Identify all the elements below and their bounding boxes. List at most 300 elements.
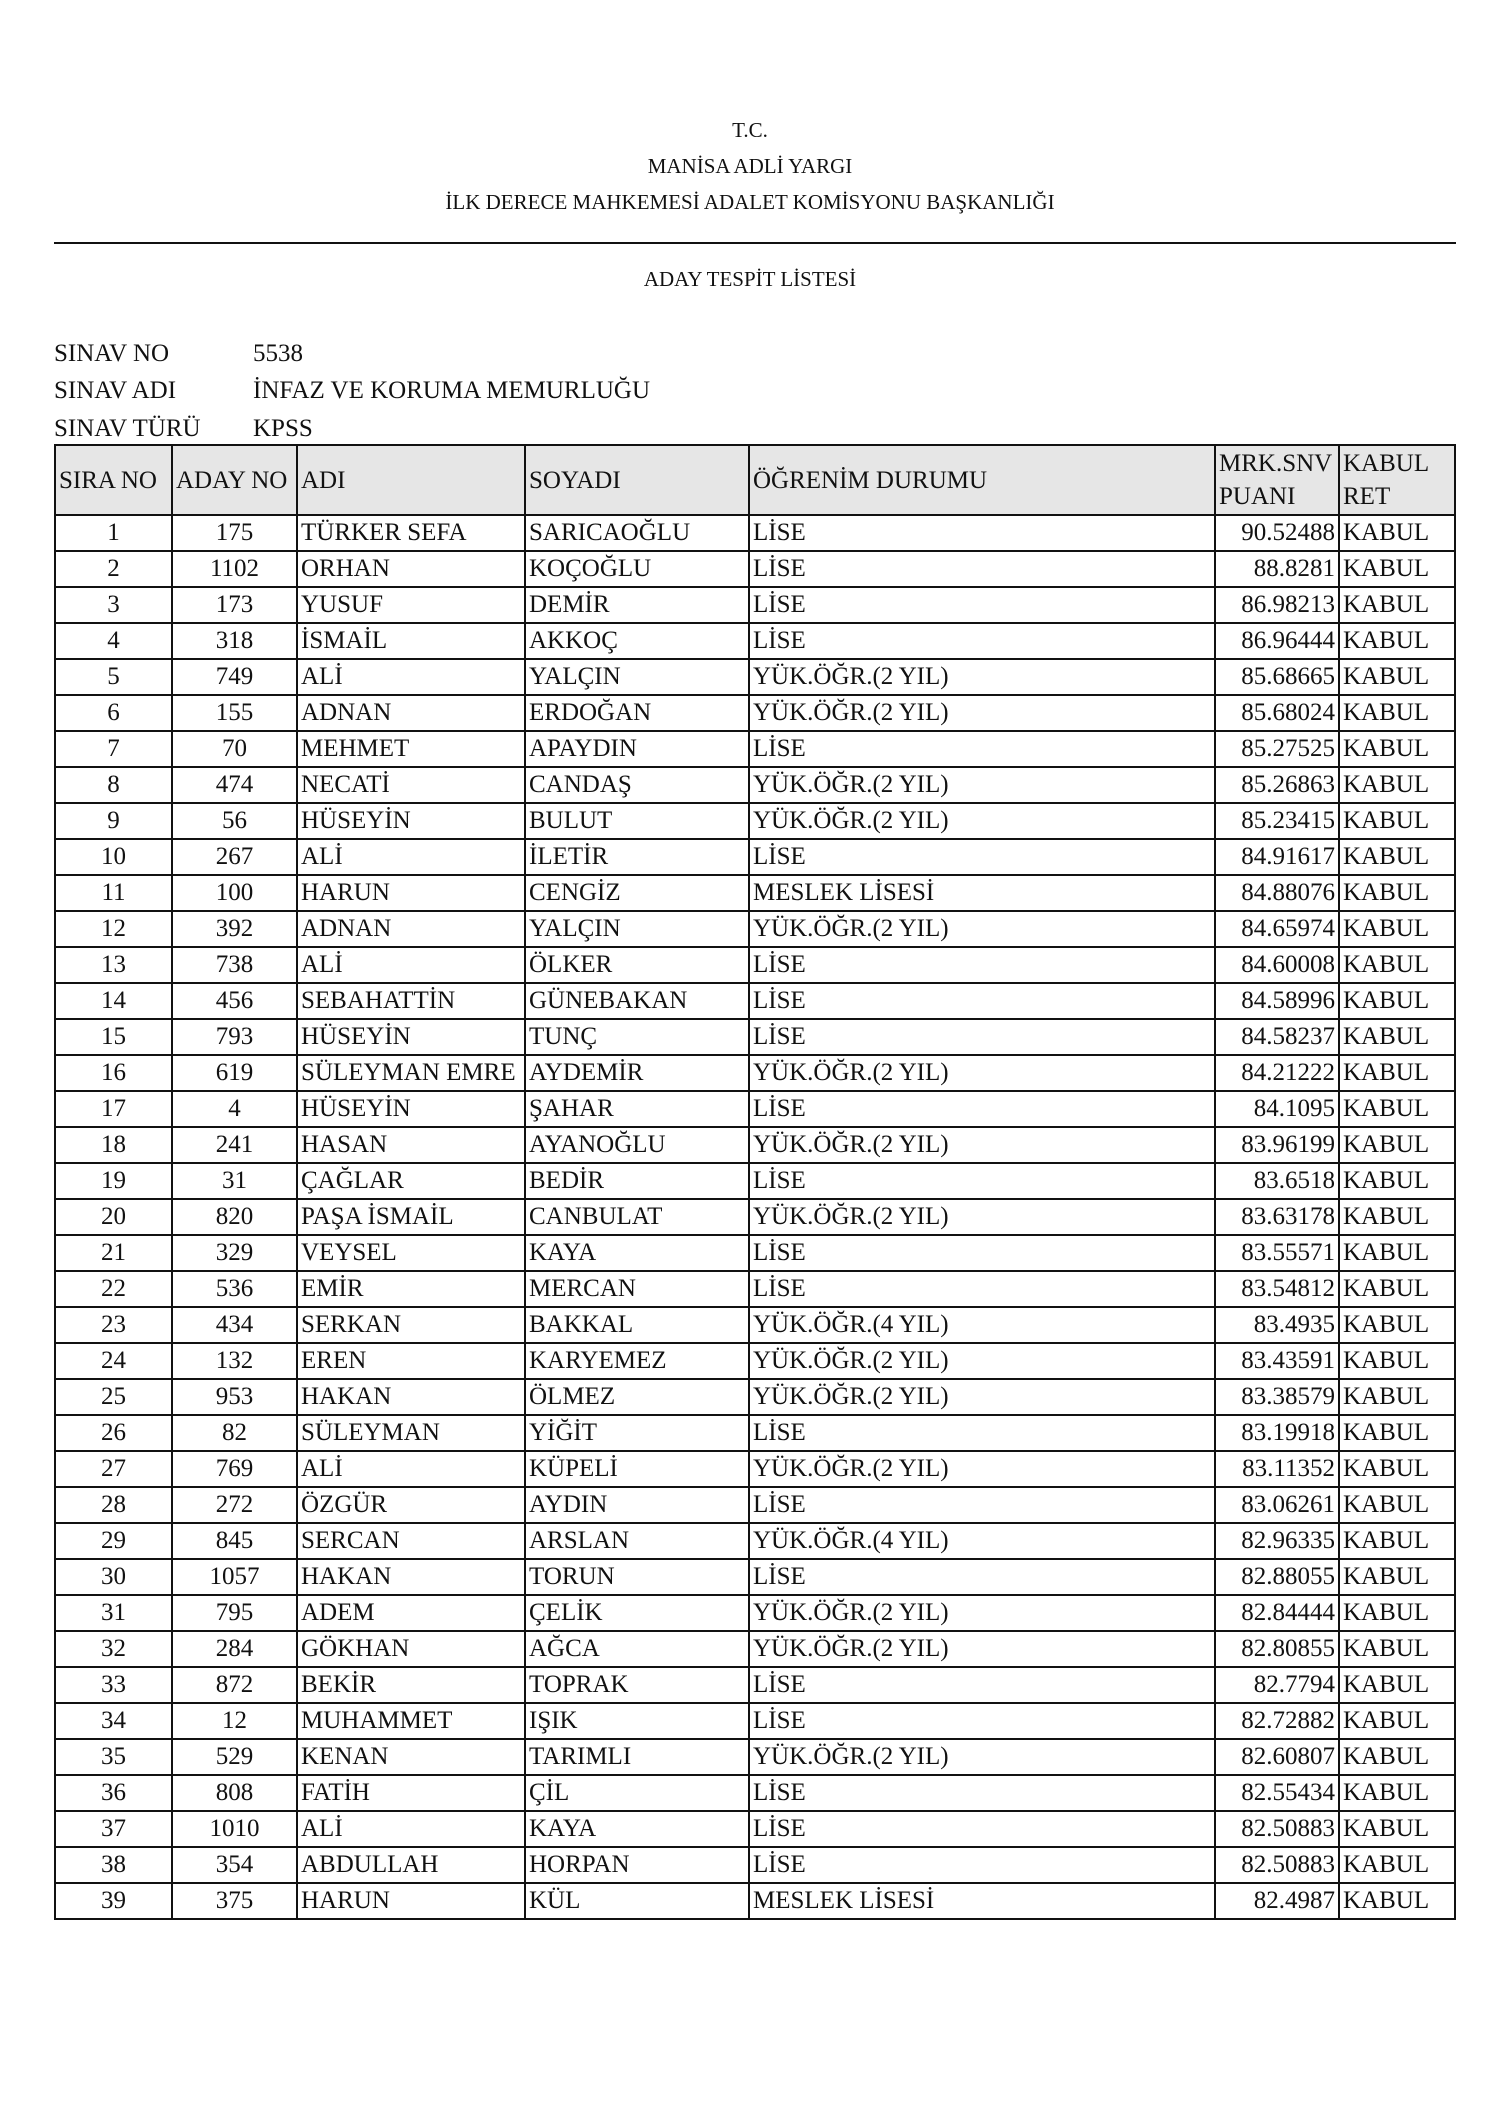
cell-kabul-ret: KABUL xyxy=(1339,1811,1455,1847)
cell-sira-no: 31 xyxy=(55,1595,172,1631)
cell-puan: 85.27525 xyxy=(1215,731,1339,767)
cell-ogrenim-durumu: LİSE xyxy=(749,1487,1215,1523)
cell-ogrenim-durumu: LİSE xyxy=(749,1775,1215,1811)
cell-ogrenim-durumu: YÜK.ÖĞR.(2 YIL) xyxy=(749,1631,1215,1667)
cell-puan: 82.60807 xyxy=(1215,1739,1339,1775)
cell-sira-no: 22 xyxy=(55,1271,172,1307)
exam-type-label: SINAV TÜRÜ xyxy=(54,415,201,442)
cell-ogrenim-durumu: LİSE xyxy=(749,839,1215,875)
cell-puan: 85.68665 xyxy=(1215,659,1339,695)
table-row xyxy=(55,1631,1455,1667)
cell-puan: 83.6518 xyxy=(1215,1163,1339,1199)
cell-aday-no: 1010 xyxy=(172,1811,297,1847)
cell-kabul-ret: KABUL xyxy=(1339,1235,1455,1271)
cell-puan: 83.19918 xyxy=(1215,1415,1339,1451)
cell-adi: ALİ xyxy=(297,659,525,695)
cell-aday-no: 155 xyxy=(172,695,297,731)
col-kabul-ret xyxy=(1339,445,1455,515)
cell-ogrenim-durumu: MESLEK LİSESİ xyxy=(749,1883,1215,1919)
cell-adi: FATİH xyxy=(297,1775,525,1811)
cell-ogrenim-durumu: LİSE xyxy=(749,1271,1215,1307)
cell-soyadi: DEMİR xyxy=(525,587,749,623)
cell-ogrenim-durumu: YÜK.ÖĞR.(2 YIL) xyxy=(749,1343,1215,1379)
cell-kabul-ret: KABUL xyxy=(1339,1487,1455,1523)
cell-aday-no: 241 xyxy=(172,1127,297,1163)
cell-aday-no: 872 xyxy=(172,1667,297,1703)
cell-kabul-ret: KABUL xyxy=(1339,1163,1455,1199)
cell-kabul-ret: KABUL xyxy=(1339,983,1455,1019)
table-row xyxy=(55,1163,1455,1199)
cell-adi: HAKAN xyxy=(297,1559,525,1595)
col-soyadi: SOYADI xyxy=(525,445,749,515)
cell-puan: 85.23415 xyxy=(1215,803,1339,839)
cell-ogrenim-durumu: LİSE xyxy=(749,1811,1215,1847)
exam-name-label: SINAV ADI xyxy=(54,377,177,404)
col-sira-no: SIRA NO xyxy=(55,445,172,515)
cell-sira-no: 32 xyxy=(55,1631,172,1667)
cell-ogrenim-durumu: LİSE xyxy=(749,587,1215,623)
cell-soyadi: IŞIK xyxy=(525,1703,749,1739)
cell-soyadi: TARIMLI xyxy=(525,1739,749,1775)
cell-aday-no: 100 xyxy=(172,875,297,911)
cell-ogrenim-durumu: YÜK.ÖĞR.(2 YIL) xyxy=(749,1379,1215,1415)
cell-soyadi: ÇELİK xyxy=(525,1595,749,1631)
cell-sira-no: 3 xyxy=(55,587,172,623)
table-row xyxy=(55,1811,1455,1847)
cell-adi: ALİ xyxy=(297,839,525,875)
cell-aday-no: 619 xyxy=(172,1055,297,1091)
cell-sira-no: 16 xyxy=(55,1055,172,1091)
cell-soyadi: YİĞİT xyxy=(525,1415,749,1451)
cell-aday-no: 793 xyxy=(172,1019,297,1055)
cell-kabul-ret: KABUL xyxy=(1339,515,1455,551)
col-ogrenim-durumu: ÖĞRENİM DURUMU xyxy=(749,445,1215,515)
cell-ogrenim-durumu: MESLEK LİSESİ xyxy=(749,875,1215,911)
cell-aday-no: 1102 xyxy=(172,551,297,587)
cell-aday-no: 795 xyxy=(172,1595,297,1631)
cell-puan: 84.65974 xyxy=(1215,911,1339,947)
cell-soyadi: TUNÇ xyxy=(525,1019,749,1055)
cell-ogrenim-durumu: LİSE xyxy=(749,515,1215,551)
cell-aday-no: 318 xyxy=(172,623,297,659)
cell-aday-no: 529 xyxy=(172,1739,297,1775)
cell-adi: HÜSEYİN xyxy=(297,1091,525,1127)
cell-kabul-ret: KABUL xyxy=(1339,947,1455,983)
table-row xyxy=(55,1451,1455,1487)
cell-soyadi: TOPRAK xyxy=(525,1667,749,1703)
table-row xyxy=(55,1271,1455,1307)
cell-puan: 82.7794 xyxy=(1215,1667,1339,1703)
cell-aday-no: 12 xyxy=(172,1703,297,1739)
cell-kabul-ret: KABUL xyxy=(1339,1523,1455,1559)
table-row xyxy=(55,623,1455,659)
cell-puan: 82.55434 xyxy=(1215,1775,1339,1811)
cell-adi: YUSUF xyxy=(297,587,525,623)
cell-sira-no: 14 xyxy=(55,983,172,1019)
cell-soyadi: SARICAOĞLU xyxy=(525,515,749,551)
table-row xyxy=(55,695,1455,731)
cell-sira-no: 35 xyxy=(55,1739,172,1775)
cell-soyadi: MERCAN xyxy=(525,1271,749,1307)
cell-kabul-ret: KABUL xyxy=(1339,767,1455,803)
exam-type-value: KPSS xyxy=(253,415,313,442)
cell-puan: 84.58996 xyxy=(1215,983,1339,1019)
col-puan-line2: PUANI xyxy=(1219,483,1296,510)
cell-sira-no: 27 xyxy=(55,1451,172,1487)
cell-puan: 83.54812 xyxy=(1215,1271,1339,1307)
cell-ogrenim-durumu: YÜK.ÖĞR.(2 YIL) xyxy=(749,767,1215,803)
cell-ogrenim-durumu: YÜK.ÖĞR.(2 YIL) xyxy=(749,1451,1215,1487)
cell-kabul-ret: KABUL xyxy=(1339,1631,1455,1667)
table-row xyxy=(55,1667,1455,1703)
cell-puan: 82.4987 xyxy=(1215,1883,1339,1919)
cell-adi: HÜSEYİN xyxy=(297,1019,525,1055)
cell-soyadi: KAYA xyxy=(525,1235,749,1271)
table-row xyxy=(55,1775,1455,1811)
cell-aday-no: 769 xyxy=(172,1451,297,1487)
cell-aday-no: 132 xyxy=(172,1343,297,1379)
cell-adi: İSMAİL xyxy=(297,623,525,659)
cell-sira-no: 8 xyxy=(55,767,172,803)
cell-puan: 82.50883 xyxy=(1215,1847,1339,1883)
cell-sira-no: 23 xyxy=(55,1307,172,1343)
cell-kabul-ret: KABUL xyxy=(1339,1595,1455,1631)
cell-soyadi: AYANOĞLU xyxy=(525,1127,749,1163)
cell-soyadi: KÜL xyxy=(525,1883,749,1919)
cell-soyadi: KARYEMEZ xyxy=(525,1343,749,1379)
cell-ogrenim-durumu: LİSE xyxy=(749,1163,1215,1199)
cell-ogrenim-durumu: LİSE xyxy=(749,1559,1215,1595)
table-row xyxy=(55,767,1455,803)
cell-kabul-ret: KABUL xyxy=(1339,1055,1455,1091)
cell-adi: GÖKHAN xyxy=(297,1631,525,1667)
cell-aday-no: 536 xyxy=(172,1271,297,1307)
header-commission: İLK DERECE MAHKEMESİ ADALET KOMİSYONU BAŞKANLIĞI xyxy=(445,190,1055,214)
cell-ogrenim-durumu: LİSE xyxy=(749,551,1215,587)
cell-aday-no: 173 xyxy=(172,587,297,623)
cell-adi: ADNAN xyxy=(297,695,525,731)
cell-soyadi: ÖLKER xyxy=(525,947,749,983)
cell-sira-no: 17 xyxy=(55,1091,172,1127)
table-row xyxy=(55,803,1455,839)
table-row xyxy=(55,551,1455,587)
cell-kabul-ret: KABUL xyxy=(1339,587,1455,623)
cell-ogrenim-durumu: LİSE xyxy=(749,983,1215,1019)
cell-puan: 83.38579 xyxy=(1215,1379,1339,1415)
cell-puan: 85.26863 xyxy=(1215,767,1339,803)
cell-sira-no: 33 xyxy=(55,1667,172,1703)
cell-sira-no: 20 xyxy=(55,1199,172,1235)
cell-soyadi: APAYDIN xyxy=(525,731,749,767)
cell-soyadi: ŞAHAR xyxy=(525,1091,749,1127)
cell-aday-no: 267 xyxy=(172,839,297,875)
cell-soyadi: İLETİR xyxy=(525,839,749,875)
cell-sira-no: 5 xyxy=(55,659,172,695)
cell-ogrenim-durumu: LİSE xyxy=(749,1091,1215,1127)
cell-ogrenim-durumu: LİSE xyxy=(749,1019,1215,1055)
col-adi: ADI xyxy=(297,445,525,515)
cell-sira-no: 19 xyxy=(55,1163,172,1199)
cell-sira-no: 6 xyxy=(55,695,172,731)
cell-kabul-ret: KABUL xyxy=(1339,1307,1455,1343)
cell-puan: 86.96444 xyxy=(1215,623,1339,659)
cell-ogrenim-durumu: LİSE xyxy=(749,1235,1215,1271)
cell-kabul-ret: KABUL xyxy=(1339,551,1455,587)
cell-adi: SEBAHATTİN xyxy=(297,983,525,1019)
cell-soyadi: HORPAN xyxy=(525,1847,749,1883)
cell-ogrenim-durumu: LİSE xyxy=(749,947,1215,983)
cell-adi: SERCAN xyxy=(297,1523,525,1559)
col-kabul-line2: RET xyxy=(1343,483,1391,510)
cell-adi: VEYSEL xyxy=(297,1235,525,1271)
cell-sira-no: 24 xyxy=(55,1343,172,1379)
cell-aday-no: 175 xyxy=(172,515,297,551)
cell-ogrenim-durumu: YÜK.ÖĞR.(2 YIL) xyxy=(749,1055,1215,1091)
cell-sira-no: 29 xyxy=(55,1523,172,1559)
cell-adi: SÜLEYMAN xyxy=(297,1415,525,1451)
cell-aday-no: 284 xyxy=(172,1631,297,1667)
cell-puan: 88.8281 xyxy=(1215,551,1339,587)
cell-kabul-ret: KABUL xyxy=(1339,623,1455,659)
cell-kabul-ret: KABUL xyxy=(1339,1415,1455,1451)
cell-adi: EMİR xyxy=(297,1271,525,1307)
cell-soyadi: CENGİZ xyxy=(525,875,749,911)
table-body xyxy=(55,515,1455,1919)
cell-ogrenim-durumu: YÜK.ÖĞR.(2 YIL) xyxy=(749,803,1215,839)
cell-ogrenim-durumu: YÜK.ÖĞR.(2 YIL) xyxy=(749,1739,1215,1775)
cell-adi: PAŞA İSMAİL xyxy=(297,1199,525,1235)
cell-kabul-ret: KABUL xyxy=(1339,731,1455,767)
header-divider xyxy=(54,242,1456,244)
cell-sira-no: 13 xyxy=(55,947,172,983)
cell-adi: MEHMET xyxy=(297,731,525,767)
cell-adi: ORHAN xyxy=(297,551,525,587)
table-row xyxy=(55,1703,1455,1739)
table-row xyxy=(55,1019,1455,1055)
cell-sira-no: 38 xyxy=(55,1847,172,1883)
table-row xyxy=(55,1739,1455,1775)
cell-adi: HÜSEYİN xyxy=(297,803,525,839)
cell-kabul-ret: KABUL xyxy=(1339,911,1455,947)
cell-aday-no: 738 xyxy=(172,947,297,983)
cell-puan: 82.50883 xyxy=(1215,1811,1339,1847)
cell-ogrenim-durumu: YÜK.ÖĞR.(2 YIL) xyxy=(749,1595,1215,1631)
cell-sira-no: 36 xyxy=(55,1775,172,1811)
cell-puan: 84.58237 xyxy=(1215,1019,1339,1055)
candidate-table xyxy=(54,444,1456,1920)
cell-aday-no: 434 xyxy=(172,1307,297,1343)
cell-adi: BEKİR xyxy=(297,1667,525,1703)
cell-aday-no: 820 xyxy=(172,1199,297,1235)
table-row xyxy=(55,1595,1455,1631)
cell-aday-no: 375 xyxy=(172,1883,297,1919)
table-row xyxy=(55,1307,1455,1343)
cell-adi: EREN xyxy=(297,1343,525,1379)
table-row xyxy=(55,1415,1455,1451)
cell-adi: HARUN xyxy=(297,1883,525,1919)
cell-ogrenim-durumu: LİSE xyxy=(749,1415,1215,1451)
cell-kabul-ret: KABUL xyxy=(1339,1271,1455,1307)
cell-soyadi: GÜNEBAKAN xyxy=(525,983,749,1019)
cell-aday-no: 392 xyxy=(172,911,297,947)
cell-puan: 84.60008 xyxy=(1215,947,1339,983)
cell-kabul-ret: KABUL xyxy=(1339,1343,1455,1379)
cell-adi: HASAN xyxy=(297,1127,525,1163)
cell-soyadi: AYDEMİR xyxy=(525,1055,749,1091)
cell-puan: 84.91617 xyxy=(1215,839,1339,875)
cell-aday-no: 329 xyxy=(172,1235,297,1271)
table-row xyxy=(55,1523,1455,1559)
cell-puan: 83.11352 xyxy=(1215,1451,1339,1487)
cell-puan: 82.72882 xyxy=(1215,1703,1339,1739)
table-row xyxy=(55,1559,1455,1595)
table-row xyxy=(55,947,1455,983)
cell-soyadi: BEDİR xyxy=(525,1163,749,1199)
table-row xyxy=(55,1847,1455,1883)
cell-adi: HARUN xyxy=(297,875,525,911)
cell-ogrenim-durumu: YÜK.ÖĞR.(2 YIL) xyxy=(749,695,1215,731)
table-row xyxy=(55,983,1455,1019)
cell-adi: NECATİ xyxy=(297,767,525,803)
table-row xyxy=(55,1487,1455,1523)
cell-kabul-ret: KABUL xyxy=(1339,875,1455,911)
cell-puan: 84.1095 xyxy=(1215,1091,1339,1127)
cell-aday-no: 845 xyxy=(172,1523,297,1559)
cell-ogrenim-durumu: YÜK.ÖĞR.(2 YIL) xyxy=(749,911,1215,947)
cell-ogrenim-durumu: YÜK.ÖĞR.(2 YIL) xyxy=(749,1199,1215,1235)
cell-adi: ALİ xyxy=(297,947,525,983)
cell-soyadi: YALÇIN xyxy=(525,659,749,695)
cell-sira-no: 10 xyxy=(55,839,172,875)
cell-puan: 85.68024 xyxy=(1215,695,1339,731)
cell-soyadi: ÖLMEZ xyxy=(525,1379,749,1415)
cell-kabul-ret: KABUL xyxy=(1339,1127,1455,1163)
cell-adi: TÜRKER SEFA xyxy=(297,515,525,551)
cell-sira-no: 34 xyxy=(55,1703,172,1739)
cell-sira-no: 21 xyxy=(55,1235,172,1271)
table-row xyxy=(55,875,1455,911)
cell-puan: 83.63178 xyxy=(1215,1199,1339,1235)
cell-ogrenim-durumu: LİSE xyxy=(749,731,1215,767)
cell-soyadi: CANBULAT xyxy=(525,1199,749,1235)
cell-ogrenim-durumu: YÜK.ÖĞR.(2 YIL) xyxy=(749,659,1215,695)
cell-adi: SERKAN xyxy=(297,1307,525,1343)
cell-soyadi: BULUT xyxy=(525,803,749,839)
cell-puan: 86.98213 xyxy=(1215,587,1339,623)
cell-adi: ADNAN xyxy=(297,911,525,947)
table-row xyxy=(55,1055,1455,1091)
cell-adi: ÖZGÜR xyxy=(297,1487,525,1523)
exam-no-value: 5538 xyxy=(253,340,303,367)
cell-ogrenim-durumu: LİSE xyxy=(749,623,1215,659)
cell-aday-no: 272 xyxy=(172,1487,297,1523)
cell-aday-no: 354 xyxy=(172,1847,297,1883)
table-row xyxy=(55,1343,1455,1379)
cell-kabul-ret: KABUL xyxy=(1339,1703,1455,1739)
exam-name-value: İNFAZ VE KORUMA MEMURLUĞU xyxy=(253,377,651,404)
cell-sira-no: 1 xyxy=(55,515,172,551)
cell-adi: SÜLEYMAN EMRE xyxy=(297,1055,525,1091)
cell-soyadi: KAYA xyxy=(525,1811,749,1847)
table-header-row xyxy=(55,445,1455,515)
cell-soyadi: AYDIN xyxy=(525,1487,749,1523)
cell-aday-no: 31 xyxy=(172,1163,297,1199)
cell-puan: 83.43591 xyxy=(1215,1343,1339,1379)
cell-aday-no: 953 xyxy=(172,1379,297,1415)
table-row xyxy=(55,659,1455,695)
list-title: ADAY TESPİT LİSTESİ xyxy=(643,267,857,291)
cell-aday-no: 474 xyxy=(172,767,297,803)
cell-puan: 90.52488 xyxy=(1215,515,1339,551)
cell-puan: 82.80855 xyxy=(1215,1631,1339,1667)
cell-kabul-ret: KABUL xyxy=(1339,659,1455,695)
cell-sira-no: 12 xyxy=(55,911,172,947)
cell-adi: ABDULLAH xyxy=(297,1847,525,1883)
cell-sira-no: 25 xyxy=(55,1379,172,1415)
cell-kabul-ret: KABUL xyxy=(1339,1847,1455,1883)
cell-soyadi: KÜPELİ xyxy=(525,1451,749,1487)
cell-sira-no: 30 xyxy=(55,1559,172,1595)
cell-adi: ADEM xyxy=(297,1595,525,1631)
cell-aday-no: 56 xyxy=(172,803,297,839)
cell-puan: 82.96335 xyxy=(1215,1523,1339,1559)
cell-soyadi: KOÇOĞLU xyxy=(525,551,749,587)
cell-kabul-ret: KABUL xyxy=(1339,1775,1455,1811)
exam-no-label: SINAV NO xyxy=(54,340,170,367)
cell-kabul-ret: KABUL xyxy=(1339,1451,1455,1487)
cell-soyadi: BAKKAL xyxy=(525,1307,749,1343)
cell-sira-no: 9 xyxy=(55,803,172,839)
cell-kabul-ret: KABUL xyxy=(1339,1019,1455,1055)
cell-adi: ALİ xyxy=(297,1811,525,1847)
cell-adi: ÇAĞLAR xyxy=(297,1163,525,1199)
cell-kabul-ret: KABUL xyxy=(1339,1739,1455,1775)
cell-sira-no: 11 xyxy=(55,875,172,911)
table-row xyxy=(55,1379,1455,1415)
cell-aday-no: 749 xyxy=(172,659,297,695)
cell-kabul-ret: KABUL xyxy=(1339,803,1455,839)
cell-puan: 82.84444 xyxy=(1215,1595,1339,1631)
col-puan-line1: MRK.SNV xyxy=(1219,450,1333,477)
cell-ogrenim-durumu: YÜK.ÖĞR.(4 YIL) xyxy=(749,1307,1215,1343)
cell-kabul-ret: KABUL xyxy=(1339,1667,1455,1703)
cell-soyadi: TORUN xyxy=(525,1559,749,1595)
cell-soyadi: ARSLAN xyxy=(525,1523,749,1559)
cell-ogrenim-durumu: LİSE xyxy=(749,1703,1215,1739)
cell-adi: HAKAN xyxy=(297,1379,525,1415)
cell-puan: 83.96199 xyxy=(1215,1127,1339,1163)
cell-aday-no: 4 xyxy=(172,1091,297,1127)
cell-soyadi: ERDOĞAN xyxy=(525,695,749,731)
cell-puan: 84.21222 xyxy=(1215,1055,1339,1091)
cell-ogrenim-durumu: YÜK.ÖĞR.(4 YIL) xyxy=(749,1523,1215,1559)
cell-kabul-ret: KABUL xyxy=(1339,1883,1455,1919)
table-row xyxy=(55,731,1455,767)
cell-ogrenim-durumu: LİSE xyxy=(749,1847,1215,1883)
cell-soyadi: CANDAŞ xyxy=(525,767,749,803)
cell-sira-no: 2 xyxy=(55,551,172,587)
header-institution: MANİSA ADLİ YARGI xyxy=(647,154,853,178)
cell-adi: MUHAMMET xyxy=(297,1703,525,1739)
cell-puan: 83.4935 xyxy=(1215,1307,1339,1343)
cell-sira-no: 7 xyxy=(55,731,172,767)
table-row xyxy=(55,1091,1455,1127)
cell-kabul-ret: KABUL xyxy=(1339,1379,1455,1415)
col-kabul-line1: KABUL xyxy=(1343,450,1430,477)
header-tc: T.C. xyxy=(732,118,768,142)
cell-kabul-ret: KABUL xyxy=(1339,1559,1455,1595)
table-row xyxy=(55,515,1455,551)
